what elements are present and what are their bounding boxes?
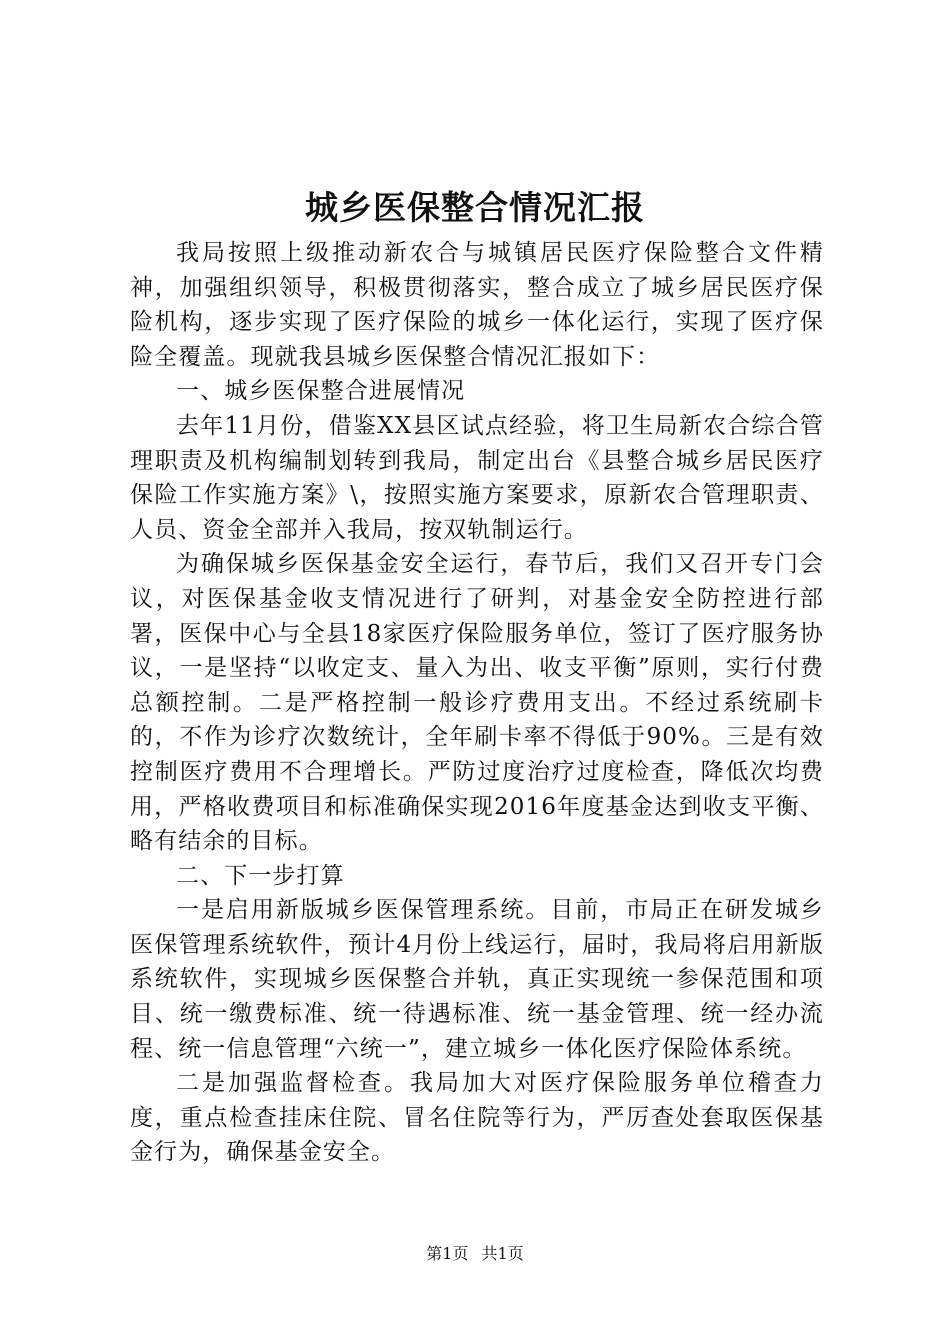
paragraph-next-steps-1: 一是启用新版城乡医保管理系统。目前，市局正在研发城乡医保管理系统软件，预计4月份上线运行，届时，我局将启用新版系统软件，实现城乡医保整合并轨，真正实现统一参保范围和项目、统一缴费标准、统一待遇标准、统一基金管理、统一经办流程、统一信息管理“六统一”，建立城乡一体化医疗保险体系统。 bbox=[130, 897, 824, 1062]
section-heading-next-steps: 二、下一步打算 bbox=[176, 862, 345, 889]
paragraph-next-steps-2: 二是加强监督检查。我局加大对医疗保险服务单位稽查力度，重点检查挂床住院、冒名住院等行为，严厉查处套取医保基金行为，确保基金安全。 bbox=[130, 1070, 824, 1166]
page-number: 第1页 bbox=[426, 1244, 469, 1263]
document-body bbox=[130, 236, 824, 1170]
paragraph-intro: 我局按照上级推动新农合与城镇居民医疗保险整合文件精神，加强组织领导，积极贯彻落实，整合成立了城乡居民医疗保险机构，逐步实现了医疗保险的城乡一体化运行，实现了医疗保险全覆盖。现就我县城乡医保整合情况汇报如下： bbox=[130, 240, 824, 370]
page-footer bbox=[0, 1244, 950, 1264]
section-heading-progress: 一、城乡医保整合进展情况 bbox=[176, 378, 466, 405]
document-title: 城乡医保整合情况汇报 bbox=[305, 188, 645, 227]
paragraph-progress-2: 为确保城乡医保基金安全运行，春节后，我们又召开专门会议，对医保基金收支情况进行了研判，对基金安全防控进行部署，医保中心与全县18家医疗保险服务单位，签订了医疗服务协议，一是坚持“以收定支、量入为出、收支平衡”原则，实行付费总额控制。二是严格控制一般诊疗费用支出。不经过系统刷卡的，不作为诊疗次数统计，全年刷卡率不得低于90%。三是有效控制医疗费用不合理增长。严防过度治疗过度检查，降低次均费用，严格收费项目和标准确保实现2016年度基金达到收支平衡、略有结余的目标。 bbox=[130, 551, 824, 855]
paragraph-progress-1: 去年11月份，借鉴XX县区试点经验，将卫生局新农合综合管理职责及机构编制划转到我局，制定出台《县整合城乡居民医疗保险工作实施方案》\，按照实施方案要求，原新农合管理职责、人员、资金全部并入我局，按双轨制运行。 bbox=[130, 412, 824, 543]
page-total: 共1页 bbox=[481, 1244, 524, 1263]
